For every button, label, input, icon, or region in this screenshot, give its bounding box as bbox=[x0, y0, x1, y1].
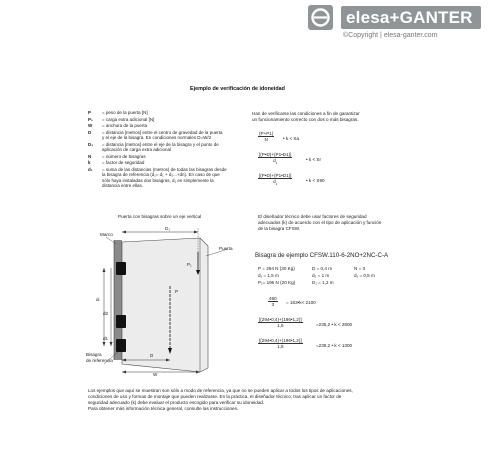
definition-text-line: = distancia [metros] entre el centro de gravedad de la puerta bbox=[102, 129, 223, 135]
label-puerta: Puerta bbox=[219, 246, 233, 251]
calc-s90-denominator: 1,5 bbox=[277, 344, 284, 350]
definition-text bbox=[102, 142, 219, 153]
definition-row bbox=[88, 154, 146, 159]
definition-text bbox=[102, 160, 144, 165]
footer-line-3: seguridad adecuado (k) debe evaluar el producto escogido para verificar su idoneidad. bbox=[88, 400, 265, 405]
hinge-bottom bbox=[116, 339, 126, 352]
definition-row bbox=[88, 167, 227, 189]
hinge-middle bbox=[116, 315, 126, 328]
footer-line-2: condiciones de uso y formas de montaje que pueden realizarse. En la práctica, el diseñador técnico, tras aplicar un factor de bbox=[88, 394, 342, 399]
calc-s90-relation: =235,2 • k < 1300 bbox=[316, 343, 353, 348]
label-marco: Marco bbox=[100, 232, 113, 237]
definition-text bbox=[102, 154, 146, 159]
definition-symbol: D₁ bbox=[88, 141, 94, 147]
calc-sr-numerator: [(294•0,4)+(196•1,2)] bbox=[259, 317, 302, 322]
definition-text bbox=[102, 117, 154, 122]
label-bisagra-1: Bisagra bbox=[86, 352, 102, 357]
footer-line-1: Los ejemplos que aquí se muestran son sólo a modo de referencia, ya que no se pueden aplicar a todos los tipos de aplicaciones, bbox=[88, 388, 353, 393]
formula-sr-numerator: [(P•D)+(P1•D1)] bbox=[259, 152, 292, 157]
definition-symbol: N bbox=[88, 153, 92, 159]
label-d1-distance: D₁ bbox=[165, 226, 170, 231]
definition-text-line: = factor de seguridad bbox=[102, 160, 145, 166]
example-value-1-0: d₁ = 1,5 m bbox=[258, 273, 279, 278]
page-title: Ejemplo de verificación de idoneidad bbox=[190, 86, 285, 92]
definition-row bbox=[88, 123, 147, 128]
calc-sa-relation: = 163•k< 2100 bbox=[286, 300, 316, 305]
definition-symbol: P₁ bbox=[88, 116, 93, 122]
designer-note-3: de la bisagra CFSW. bbox=[258, 226, 301, 231]
calc-sa-denominator: 3 bbox=[271, 302, 275, 308]
door-shape bbox=[122, 238, 208, 372]
formula-s90-relation: • k < S90 bbox=[306, 178, 325, 183]
formula-sa-relation: • k < Sa bbox=[283, 136, 300, 141]
definition-symbol: k bbox=[88, 160, 91, 166]
example-heading: Bisagra de ejemplo CFSW.110-6-2NO+2NC-C-A bbox=[255, 252, 389, 259]
calc-sr bbox=[258, 317, 303, 329]
example-value-1-1: d₂ = 1 m bbox=[312, 273, 330, 278]
definition-text-line: aplicación de carga extra adicional bbox=[102, 147, 172, 153]
example-value-0-0: P = 294 N (30 Kg) bbox=[258, 266, 295, 271]
example-value-2-1: D₁ = 1,2 m bbox=[312, 280, 334, 285]
label-d-distance: D bbox=[150, 353, 154, 358]
definition-symbol: d₁ bbox=[88, 167, 93, 172]
definition-text bbox=[102, 130, 222, 141]
label-w-width: W bbox=[153, 372, 158, 377]
figure-caption: Puerta con bisagras sobre un eje vertical bbox=[118, 214, 202, 219]
definition-symbol: D bbox=[88, 129, 92, 135]
hinge-top bbox=[116, 262, 126, 275]
calc-s90-numerator: [(294•0,4)+(196•1,2)] bbox=[259, 338, 302, 343]
definition-text-line: = anchura de la puerta bbox=[102, 123, 148, 129]
definition-text bbox=[102, 110, 148, 115]
formula-s90-numerator: [(P•D)+(P1•D1)] bbox=[259, 173, 292, 178]
calc-sa bbox=[268, 296, 278, 308]
definition-text-line: = distancia [metros] entre el eje de la bisagra y el punto de bbox=[102, 141, 219, 147]
definition-text bbox=[102, 167, 227, 189]
definition-text-line: distancia entre ellas. bbox=[102, 183, 144, 189]
formula-sa-denominator: N bbox=[264, 137, 268, 143]
definition-text-line: = suma de las distancias (metros) de todas las bisagras desde bbox=[102, 167, 227, 172]
example-value-2-0: P₁= 196 N (20 Kg) bbox=[258, 280, 296, 285]
definition-text-line: = carga extra adicional [N] bbox=[102, 116, 155, 122]
label-d1: d1 bbox=[103, 336, 109, 341]
definition-text-line: la bisagra de referencia (d₁= d₁ + d₂...+dn). En caso de que bbox=[102, 172, 220, 178]
definition-text bbox=[102, 123, 147, 128]
conditions-intro-1: Han de verificarse las condiciones a fin de garantizar bbox=[252, 111, 360, 116]
formula-sr-relation: • k < Sr bbox=[306, 157, 322, 162]
example-value-0-1: D = 0,4 m bbox=[312, 266, 333, 271]
definition-row bbox=[88, 142, 219, 153]
label-p1-load: P₁ bbox=[187, 262, 192, 267]
label-bisagra-2: de referencia bbox=[86, 358, 113, 363]
definition-text-line: = peso de la puerta [N] bbox=[102, 110, 148, 115]
formula-s90-denominator: $d_1$ bbox=[273, 179, 278, 187]
designer-note-2: adecuados (k) de acuerdo con el tipo de aplicación y función bbox=[258, 220, 382, 225]
formula-sa-numerator: (P+P1) bbox=[259, 131, 274, 136]
calc-sr-relation: =235,2 • k < 2800 bbox=[316, 322, 353, 327]
formula-sr bbox=[258, 152, 292, 167]
calc-sa-numerator: 490 bbox=[269, 296, 277, 301]
brand-name: elesa+GANTER bbox=[346, 8, 473, 27]
definition-text-line: sólo haya instaladas dos bisagras, d₁ es simplemente la bbox=[102, 177, 214, 183]
definition-row bbox=[88, 117, 154, 122]
definition-text-line: = número de bisagras bbox=[102, 153, 146, 159]
label-p-weight: P bbox=[175, 289, 179, 294]
formula-s90 bbox=[258, 173, 292, 188]
formula-sr-denominator: $d_1$ bbox=[273, 158, 278, 166]
designer-note-1: El diseñador técnico debe usar factores de seguridad bbox=[258, 214, 367, 219]
elesa-ganter-logo-icon bbox=[308, 5, 333, 30]
label-d2: d2 bbox=[103, 311, 109, 316]
definition-symbol: P bbox=[88, 110, 92, 115]
definition-text-line: y el eje de la bisagra. En condiciones normales D=W/2 bbox=[102, 135, 212, 141]
definition-symbol: W bbox=[88, 123, 93, 129]
formula-sa bbox=[258, 131, 274, 143]
definition-row bbox=[88, 110, 148, 115]
calc-sr-denominator: 1,5 bbox=[277, 323, 284, 329]
example-value-0-2: N = 3 bbox=[354, 266, 366, 271]
footer-line-4: Para obtener más información técnica general, consulte las instrucciones. bbox=[88, 406, 239, 411]
conditions-intro-2: un funcionamiento correcto con dos o más bisagras. bbox=[252, 117, 359, 122]
definition-row bbox=[88, 130, 222, 141]
copyright-link[interactable]: ©Copyright | elesa-ganter.com bbox=[343, 32, 438, 39]
label-dt: dₜ bbox=[96, 297, 100, 302]
example-value-1-2: d₁ = 0,5 m bbox=[354, 273, 375, 278]
calc-s90 bbox=[258, 338, 303, 350]
definition-row bbox=[88, 160, 144, 165]
